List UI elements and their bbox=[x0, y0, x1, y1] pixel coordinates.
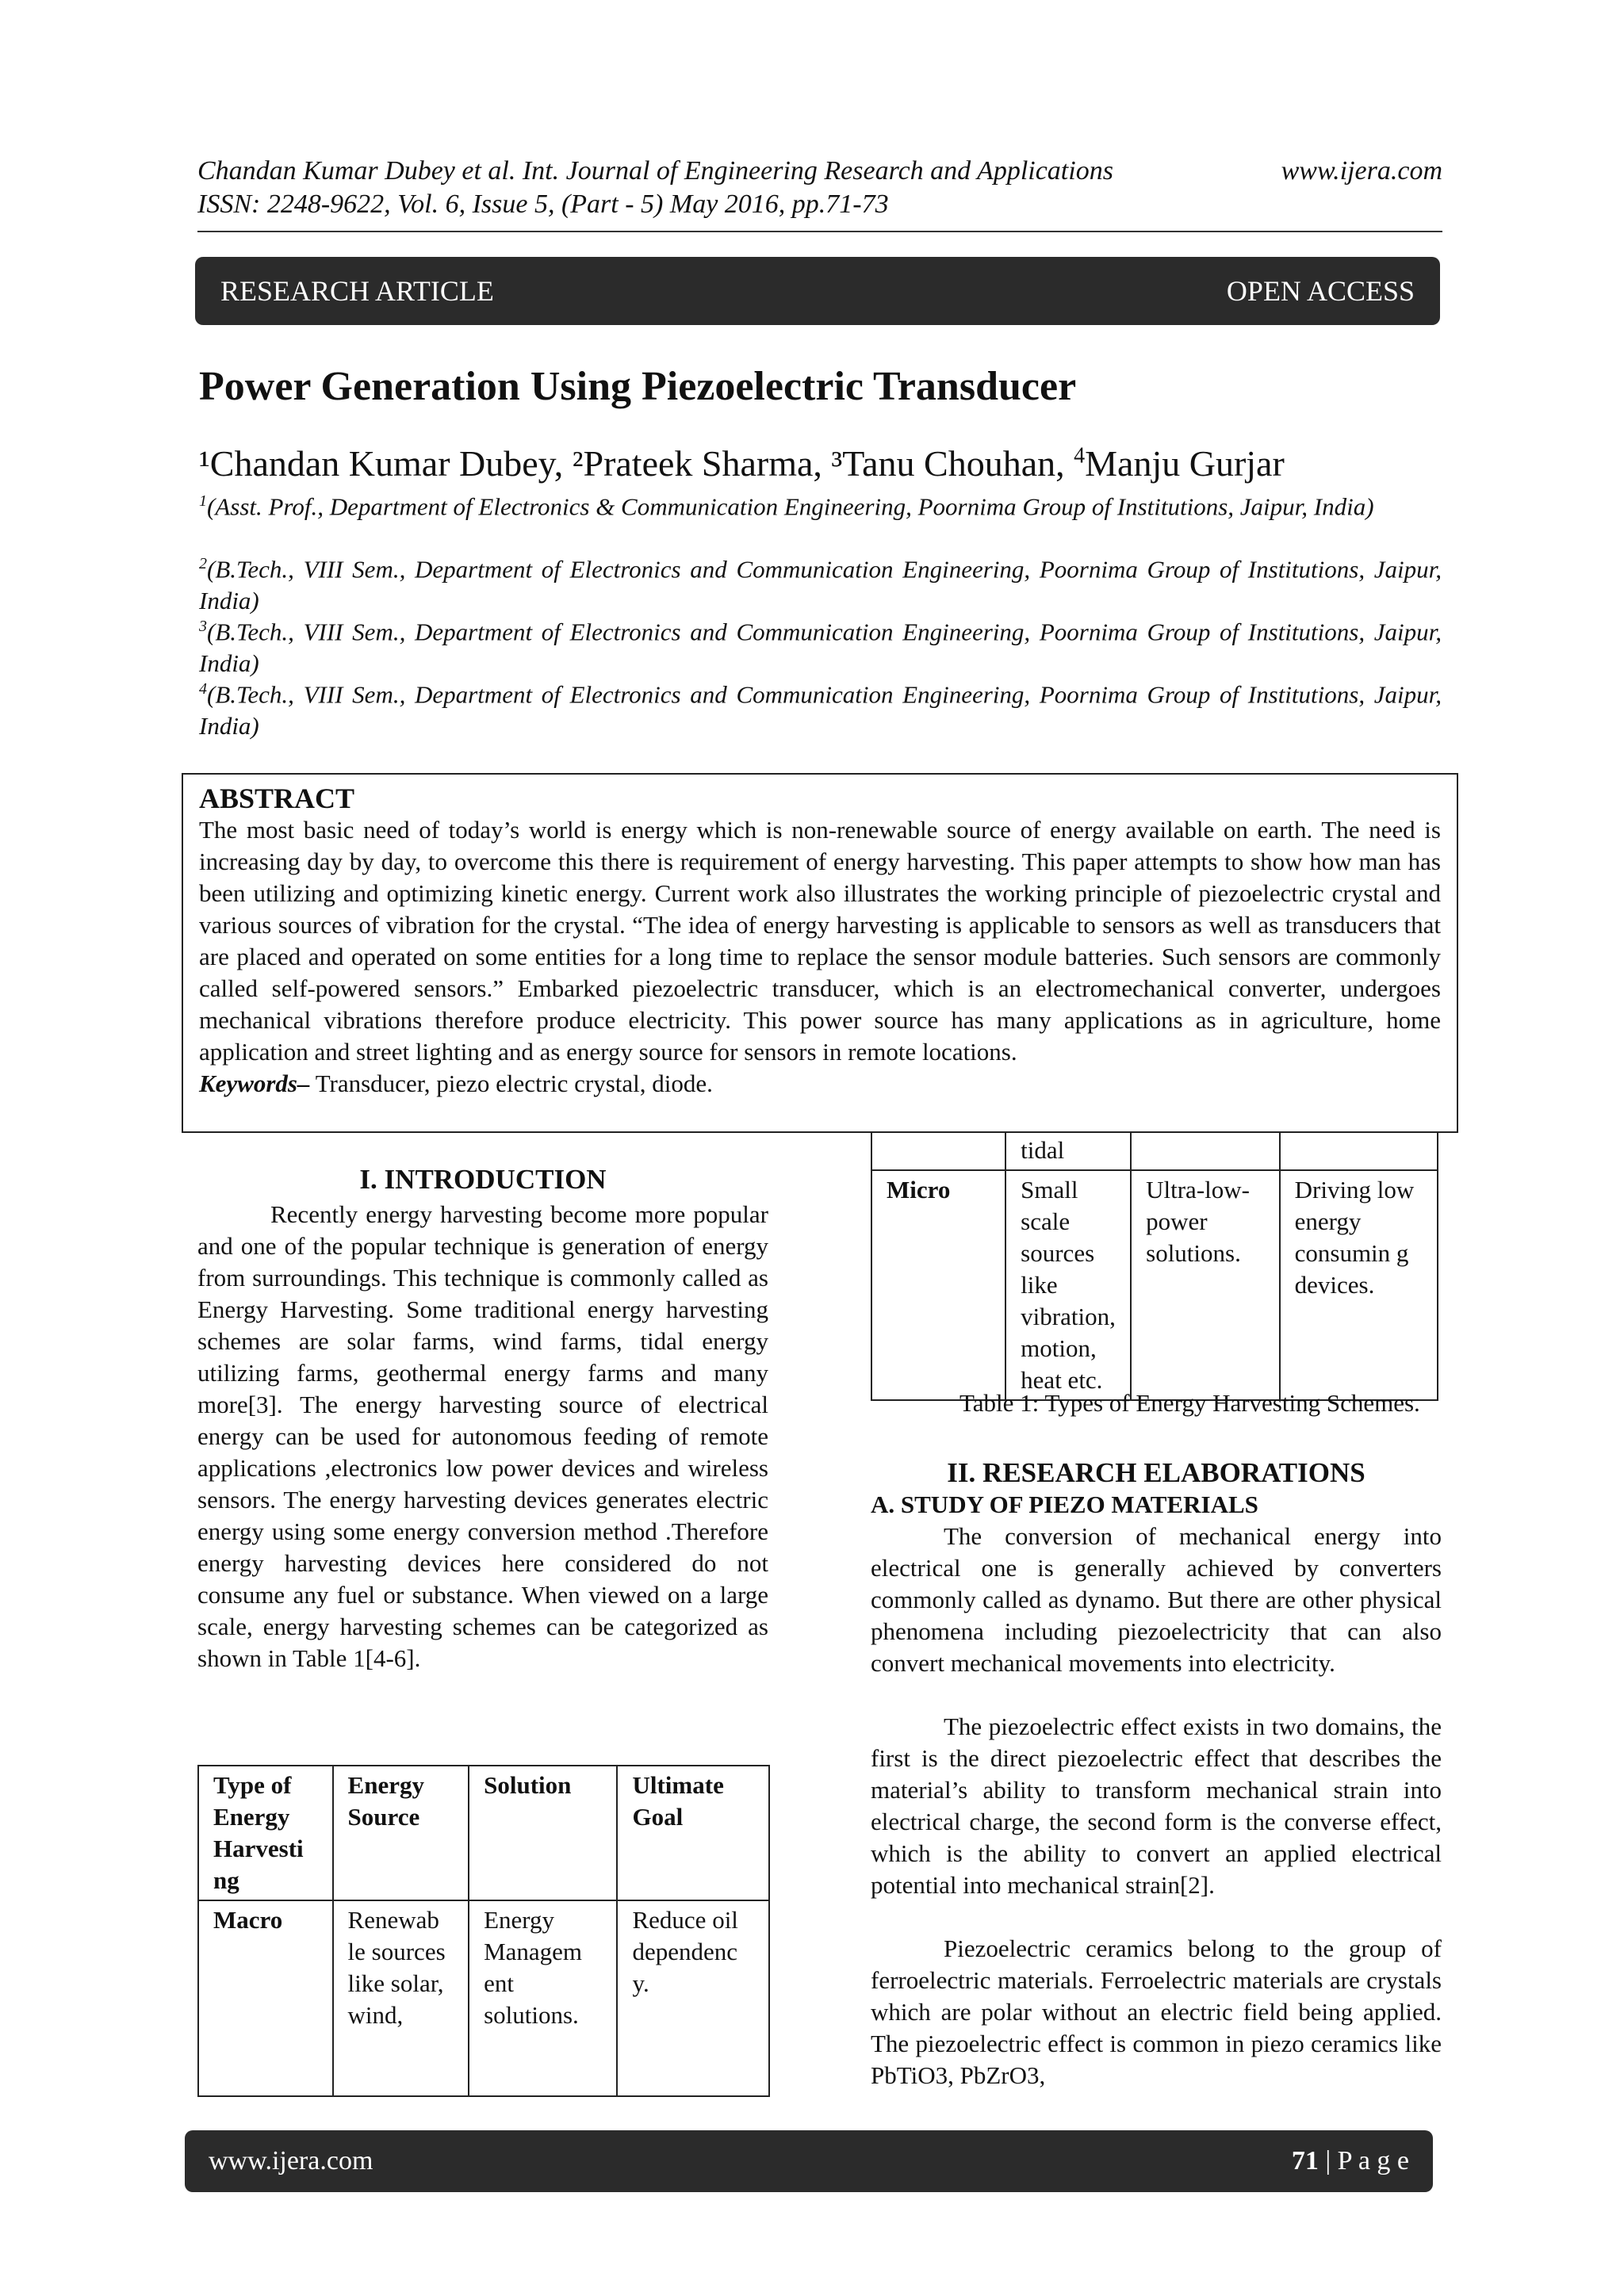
running-header bbox=[197, 155, 1442, 187]
table-header-cell: Solution bbox=[469, 1766, 617, 1900]
journal-line: Chandan Kumar Dubey et al. Int. Journal of Engineering Research and Applications bbox=[197, 156, 1113, 186]
page-number: 71 | P a g e bbox=[1291, 2146, 1409, 2175]
energy-harvesting-table-continued bbox=[871, 1131, 1438, 1401]
table-caption: Table 1: Types of Energy Harvesting Schemes. bbox=[959, 1389, 1420, 1417]
table-cell: Micro bbox=[871, 1170, 1005, 1400]
paper-title: Power Generation Using Piezoelectric Transducer bbox=[199, 364, 1077, 409]
paragraph-3: Piezoelectric ceramics belong to the group of ferroelectric materials. Ferroelectric materials are crystals which are polar without an electric field being applied. The piezoelectric effect is common in piezo ceramics like PbTiO3, PbZrO3, bbox=[871, 1934, 1442, 2089]
header-divider bbox=[197, 231, 1442, 232]
table-header-row bbox=[198, 1766, 769, 1900]
paragraph-1: The conversion of mechanical energy into electrical one is generally achieved by converters commonly called as dynamo. But there are other physical phenomena including piezoelectricity that can also convert mechanical movements into electricity. bbox=[871, 1522, 1442, 1677]
table-cell: Driving low energy consumin g devices. bbox=[1280, 1170, 1438, 1400]
table-cell: Energy Managem ent solutions. bbox=[469, 1900, 617, 2096]
affiliation-3: $^3$(B.Tech., VIII Sem., Department of Electronics and Communication Engineering, Poornima Group of Institutions, Jaipur, India) bbox=[199, 618, 1442, 677]
affiliation-2: $^2$(B.Tech., VIII Sem., Department of Electronics and Communication Engineering, Poornima Group of Institutions, Jaipur, India) bbox=[199, 555, 1442, 614]
table-cell: Ultra-low-power solutions. bbox=[1131, 1170, 1280, 1400]
keywords: Keywords– Transducer, piezo electric crystal, diode. bbox=[199, 1070, 713, 1097]
affiliation-4: $^4$(B.Tech., VIII Sem., Department of Electronics and Communication Engineering, Poornima Group of Institutions, Jaipur, India) bbox=[199, 680, 1442, 740]
table-cell: Macro bbox=[198, 1900, 333, 2096]
page-footer bbox=[185, 2130, 1433, 2192]
table-cell: Small scale sources like vibration, motion, heat etc. bbox=[1005, 1170, 1131, 1400]
open-access-label: OPEN ACCESS bbox=[1226, 275, 1415, 307]
issn-line: ISSN: 2248-9622, Vol. 6, Issue 5, (Part - 5) May 2016, pp.71-73 bbox=[197, 189, 889, 219]
article-type-banner bbox=[195, 257, 1440, 325]
subsection-heading: A. STUDY OF PIEZO MATERIALS bbox=[871, 1490, 1258, 1518]
intro-text: Recently energy harvesting become more popular and one of the popular technique is generation of energy from surroundings. This technique is commonly called as Energy Harvesting. Some traditional energy harvesting schemes are solar farms, wind farms, tidal energy utilizing farms, geothermal energy farms and many more[3]. The energy harvesting source of electrical energy can be used for autonomous feeding of remote applications ,electronics low power devices and wireless sensors. The energy harvesting devices generates electric energy using some energy conversion method .Therefore energy harvesting devices here considered do not consume any fuel or substance. When viewed on a large scale, energy harvesting schemes can be categorized as shown in Table 1[4-6]. bbox=[197, 1200, 768, 1672]
abstract-text: The most basic need of today’s world is energy which is non-renewable source of energy available on earth. The need is increasing day by day, to overcome this there is requirement of energy harvesting. This paper attempts to show how man has been utilizing and optimizing kinetic energy. Current work also illustrates the working principle of piezoelectric crystal and various sources of vibration for the crystal. “The idea of energy harvesting is applicable to sensors as well as transducers that are placed and operated on some entities for a long time to replace the sensor module batteries. Such sensors are commonly called self-powered sensors.” Embarked piezoelectric transducer, which is an electromechanical converter, undergoes mechanical vibrations therefore produce electricity. This power source has many applications as in agriculture, home application and street lighting and as energy source for sensors in remote locations. bbox=[199, 816, 1441, 1066]
journal-url[interactable]: www.ijera.com bbox=[1281, 156, 1442, 186]
energy-harvesting-table bbox=[197, 1765, 770, 2097]
table-header-cell: Energy Source bbox=[333, 1766, 469, 1900]
table-header-cell: Type of Energy Harvesti ng bbox=[198, 1766, 333, 1900]
paragraph-2: The piezoelectric effect exists in two domains, the first is the direct piezoelectric effect that describes the material’s ability to transform mechanical strain into electrical charge, the second form is the converse effect, which is the ability to convert an applied electrical potential into mechanical strain[2]. bbox=[871, 1712, 1442, 1899]
footer-url[interactable]: www.ijera.com bbox=[209, 2146, 373, 2175]
affiliation-1: $^1$(Asst. Prof., Department of Electronics & Communication Engineering, Poornima Group of Institutions, Jaipur, India) bbox=[199, 492, 1374, 521]
table-cell bbox=[1131, 1131, 1280, 1170]
abstract-box bbox=[182, 773, 1458, 1133]
table-cell bbox=[871, 1131, 1005, 1170]
author-list: ¹Chandan Kumar Dubey, ²Prateek Sharma, ³Tanu Chouhan, $^4$Manju Gurjar bbox=[199, 443, 1285, 484]
table-cell: Reduce oil dependenc y. bbox=[617, 1900, 769, 2096]
table-row bbox=[871, 1131, 1438, 1170]
section2-heading: II. RESEARCH ELABORATIONS bbox=[947, 1457, 1365, 1488]
table-header-cell: Ultimate Goal bbox=[617, 1766, 769, 1900]
table-row bbox=[198, 1900, 769, 2096]
table-cell bbox=[1280, 1131, 1438, 1170]
abstract-heading: ABSTRACT bbox=[199, 783, 355, 814]
table-cell: tidal bbox=[1005, 1131, 1131, 1170]
table-cell: Renewab le sources like solar, wind, bbox=[333, 1900, 469, 2096]
research-article-label: RESEARCH ARTICLE bbox=[220, 275, 494, 307]
table-row bbox=[871, 1170, 1438, 1400]
intro-heading: I. INTRODUCTION bbox=[359, 1164, 607, 1195]
